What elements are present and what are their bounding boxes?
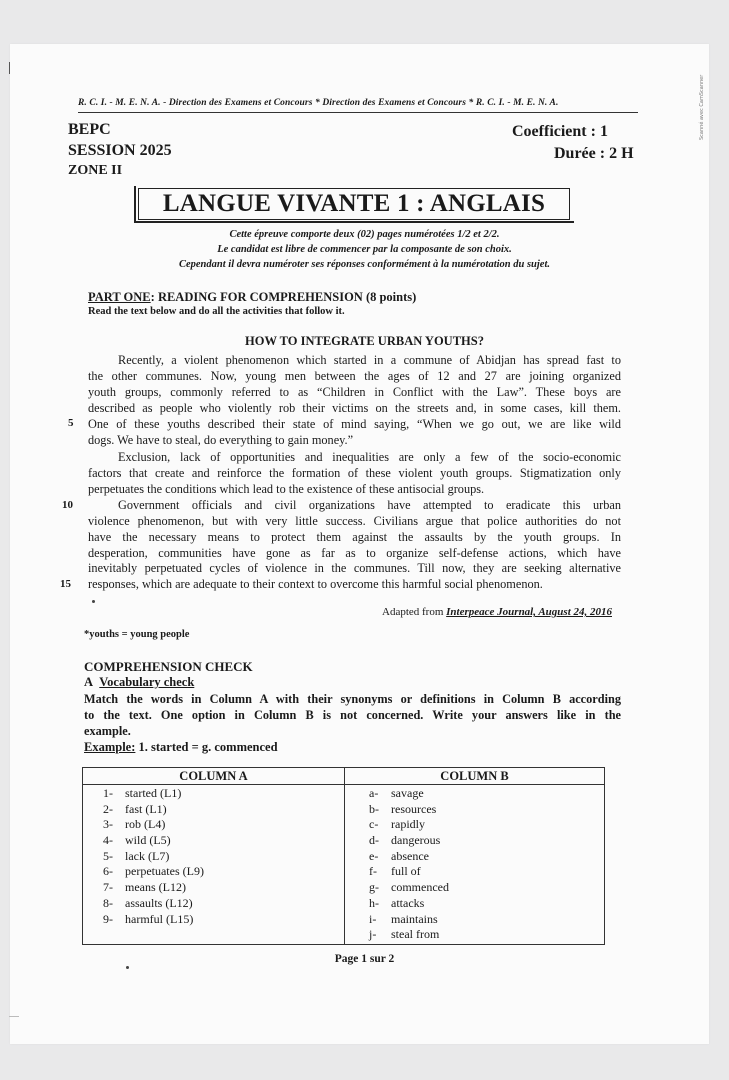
text-line: factors that create and reinforce the formation of these violent youth groups. Stigmatization only	[88, 466, 621, 480]
exam-session: SESSION 2025	[68, 142, 172, 159]
list-item: 2- fast (L1)	[103, 801, 167, 816]
column-a-header: COLUMN A	[83, 768, 345, 785]
ministry-banner: R. C. I. - M. E. N. A. - Direction des Examens et Concours * Direction des Examens et Concours * R. C. I. - M. E. N. A.	[78, 98, 559, 108]
list-item: h- attacks	[369, 895, 425, 910]
exam-name: BEPC	[68, 121, 111, 138]
coefficient: Coefficient : 1	[512, 123, 608, 140]
duration: Durée : 2 H	[554, 145, 634, 162]
section-title: Vocabulary check	[99, 675, 195, 689]
text-line: inevitably perpetuated cycles of violence in the communes. Till now, they are seeking alternative	[88, 561, 621, 575]
intro-line: Cependant il devra numéroter ses réponses conformément à la numérotation du sujet.	[178, 259, 551, 270]
example	[84, 740, 278, 755]
source-prefix: Adapted from	[382, 606, 447, 618]
list-item: g- commenced	[369, 880, 449, 895]
reading-instruction: Read the text below and do all the activities that follow it.	[88, 306, 345, 317]
column-b-list	[345, 785, 604, 944]
instruction-line: Match the words in Column A with their synonyms or definitions in Column B according	[84, 692, 621, 706]
line-number: 5	[68, 417, 74, 429]
text-line: youth groups, commonly referred to as “Children in Conflict with the Law”. These boys are	[88, 385, 621, 399]
banner-rule	[78, 112, 638, 113]
list-item: 3- rob (L4)	[103, 817, 166, 832]
list-item: d- dangerous	[369, 833, 441, 848]
vocabulary-heading	[84, 675, 194, 690]
text-line: Recently, a violent phenomenon which started in a commune of Abidjan has spread fast to	[118, 353, 621, 367]
table-header-row	[83, 768, 605, 785]
list-item: 8- assaults (L12)	[103, 895, 193, 910]
source-title: Interpeace Journal, August 24, 2016	[446, 606, 612, 618]
text-line: responses, which are adequate to their context to overcome this harmful social phenomenon.	[88, 577, 543, 591]
stray-dot	[126, 966, 129, 969]
intro-line: Cette épreuve comporte deux (02) pages numérotées 1/2 et 2/2.	[229, 229, 500, 240]
column-a-cell	[83, 785, 345, 945]
text-line: described as people who violently rob their victims on the streets and, in some cases, kill them.	[88, 401, 621, 415]
line-number: 10	[62, 499, 73, 511]
text-line: have the necessary means to protect them against the assaults by the youth groups. In	[88, 530, 621, 544]
column-b-cell	[345, 785, 605, 945]
instruction-line: to the text. One option in Column B is not concerned. Write your answers like in the	[84, 708, 621, 722]
list-item: 4- wild (L5)	[103, 833, 171, 848]
list-item: f- full of	[369, 864, 421, 879]
scan-edge-mark-bottom	[9, 1016, 19, 1017]
text-line: Exclusion, lack of opportunities and inequalities are only a few of the socio-economic	[118, 450, 621, 464]
example-label: Example:	[84, 740, 136, 754]
list-item: 6- perpetuates (L9)	[103, 864, 204, 879]
scanner-watermark: Scanné avec CamScanner	[699, 74, 705, 140]
subject-title: LANGUE VIVANTE 1 : ANGLAIS	[138, 188, 570, 220]
intro-line: Le candidat est libre de commencer par la composante de son choix.	[217, 244, 512, 255]
text-line: dogs. We have to steal, do everything to gain money.”	[88, 433, 354, 447]
part-one-label: PART ONE	[88, 290, 151, 304]
page-number: Page 1 sur 2	[334, 953, 395, 965]
text-line: the other communes. Now, young men between the ages of 12 and 27 are joining organized	[88, 369, 621, 383]
text-line: Government officials and civil organizations have attempted to eradicate this urban	[118, 498, 621, 512]
text-line: One of these youths described their state of mind saying, “When we go out, we are like wild	[88, 417, 621, 431]
list-item: e- absence	[369, 848, 429, 863]
list-item: 5- lack (L7)	[103, 848, 170, 863]
list-item: j- steal from	[369, 927, 440, 942]
example-text: 1. started = g. commenced	[135, 740, 278, 754]
list-item: c- rapidly	[369, 817, 425, 832]
stray-dot	[92, 600, 95, 603]
text-line: perpetuates the conditions which lead to the existence of these antisocial groups.	[88, 482, 485, 496]
list-item: b- resources	[369, 801, 437, 816]
list-item: 1- started (L1)	[103, 786, 182, 800]
line-number: 15	[60, 578, 71, 590]
scan-edge-mark	[9, 62, 10, 74]
list-item: 9- harmful (L15)	[103, 911, 194, 926]
comprehension-heading: COMPREHENSION CHECK	[84, 659, 253, 674]
part-one-title-rest: : READING FOR COMPREHENSION (8 points)	[150, 290, 417, 304]
column-b-header: COLUMN B	[345, 768, 605, 785]
instruction-line: example.	[84, 724, 131, 738]
column-a-list	[83, 785, 344, 928]
list-item: i- maintains	[369, 911, 438, 926]
part-one-title	[88, 290, 416, 305]
footnote: *youths = young people	[84, 629, 190, 640]
text-line: violence phenomenon, but with very little success. Civilians argue that police authorities do not	[88, 514, 621, 528]
text-title: HOW TO INTEGRATE URBAN YOUTHS?	[245, 334, 484, 348]
exam-zone: ZONE II	[68, 163, 123, 178]
matching-table	[82, 767, 605, 945]
text-source	[382, 606, 612, 618]
list-item: 7- means (L12)	[103, 880, 186, 895]
text-line: desperation, communities have gone as far as to organize self-defense actions, which have	[88, 546, 621, 560]
section-letter: A	[84, 675, 94, 689]
list-item: a- savage	[369, 786, 424, 800]
table-body-row	[83, 785, 605, 945]
